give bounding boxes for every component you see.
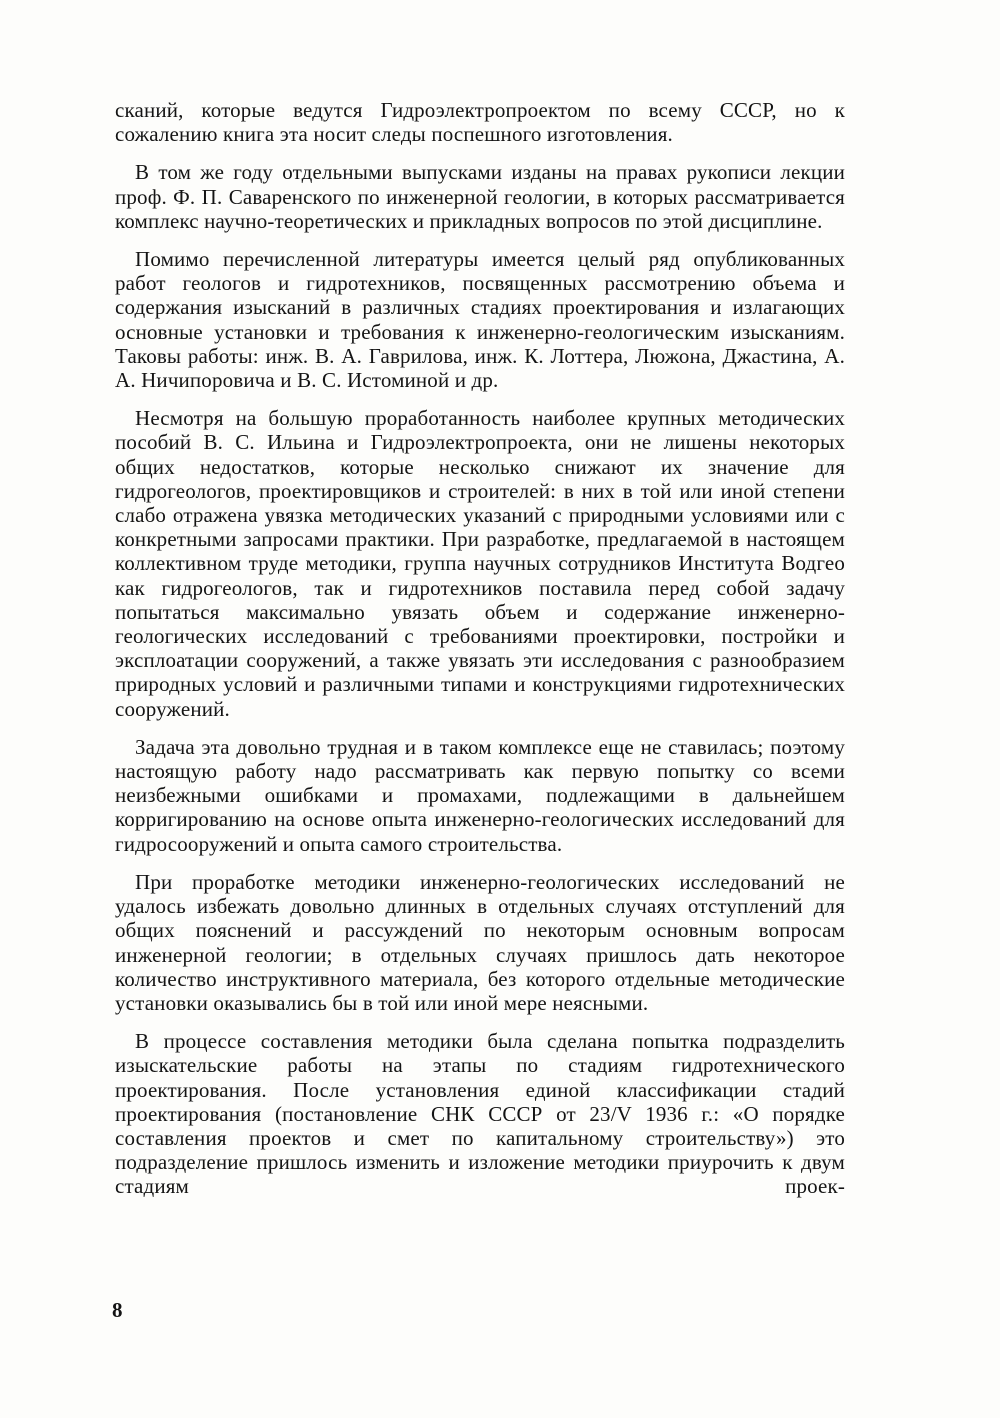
paragraph-5: Задача эта довольно трудная и в таком комплексе еще не ставилась; поэтому настоящую работу надо рассматривать как первую попытку со всеми неизбежными ошибками и промахами, подлежащими в дальнейшем корригированию на основе опыта инженерно-геологических исследований для гидросооружений и опыта самого строительства. — [115, 734, 845, 856]
paragraph-7: В процессе составления методики была сделана попытка подразделить изыскательские работы на этапы по стадиям гидротехнического проектирования. После установления единой классификации стадий проектирования (постановление СНК СССР от 23/V 1936 г.: «О порядке составления проектов и смет по капитальному строительству») это подразделение пришлось изменить и изложение методики приурочить к двум стадиям проек- — [115, 1029, 845, 1199]
paragraph-4: Несмотря на большую проработанность наиболее крупных методических пособий В. С. Ильина и Гидроэлектропроекта, они не лишены некоторых общих недостатков, которые несколько снижают их значение для гидрогеологов, проектировщиков и строителей: в них в той или иной степени слабо отражена увязка методических указаний с природными условиями или с конкретными запросами практики. При разработке, предлагаемой в настоящем коллективном труде методики, группа научных сотрудников Института Водгео как гидрогеологов, так и гидротехников поставила перед собой задачу попытаться максимально увязать объем и содержание инженерно-геологических исследований с требованиями проектировки, постройки и эксплоатации сооружений, а также увязать эти исследования с разнообразием природных условий и различными типами и конструкциями гидротехнических сооружений. — [115, 406, 845, 721]
paragraph-2: В том же году отдельными выпусками изданы на правах рукописи лекции проф. Ф. П. Саваренского по инженерной геологии, в которых рассматривается комплекс научно-теоретических и прикладных вопросов по этой дисциплине. — [115, 160, 845, 233]
paragraph-6: При проработке методики инженерно-геологических исследований не удалось избежать довольно длинных в отдельных случаях отступлений для общих пояснений и рассуждений по некоторым основным вопросам инженерной геологии; в отдельных случаях пришлось дать некоторое количество инструктивного материала, без которого отдельные методические установки оказывались бы в той или иной мере неясными. — [115, 869, 845, 1015]
paragraph-3: Помимо перечисленной литературы имеется целый ряд опубликованных работ геологов и гидротехников, посвященных рассмотрению объема и содержания изысканий в различных стадиях проектирования и излагающих основные установки и требования к инженерно-геологическим изысканиям. Таковы работы: инж. В. А. Гаврилова, инж. К. Лоттера, Люжона, Джастина, А. А. Ничипоровича и В. С. Истоминой и др. — [115, 247, 845, 393]
paragraph-1: сканий, которые ведутся Гидроэлектропроектом по всему СССР, но к сожалению книга эта носит следы поспешного изготовления. — [115, 98, 845, 147]
page-body — [115, 98, 845, 1213]
page-number: 8 — [112, 1298, 123, 1322]
